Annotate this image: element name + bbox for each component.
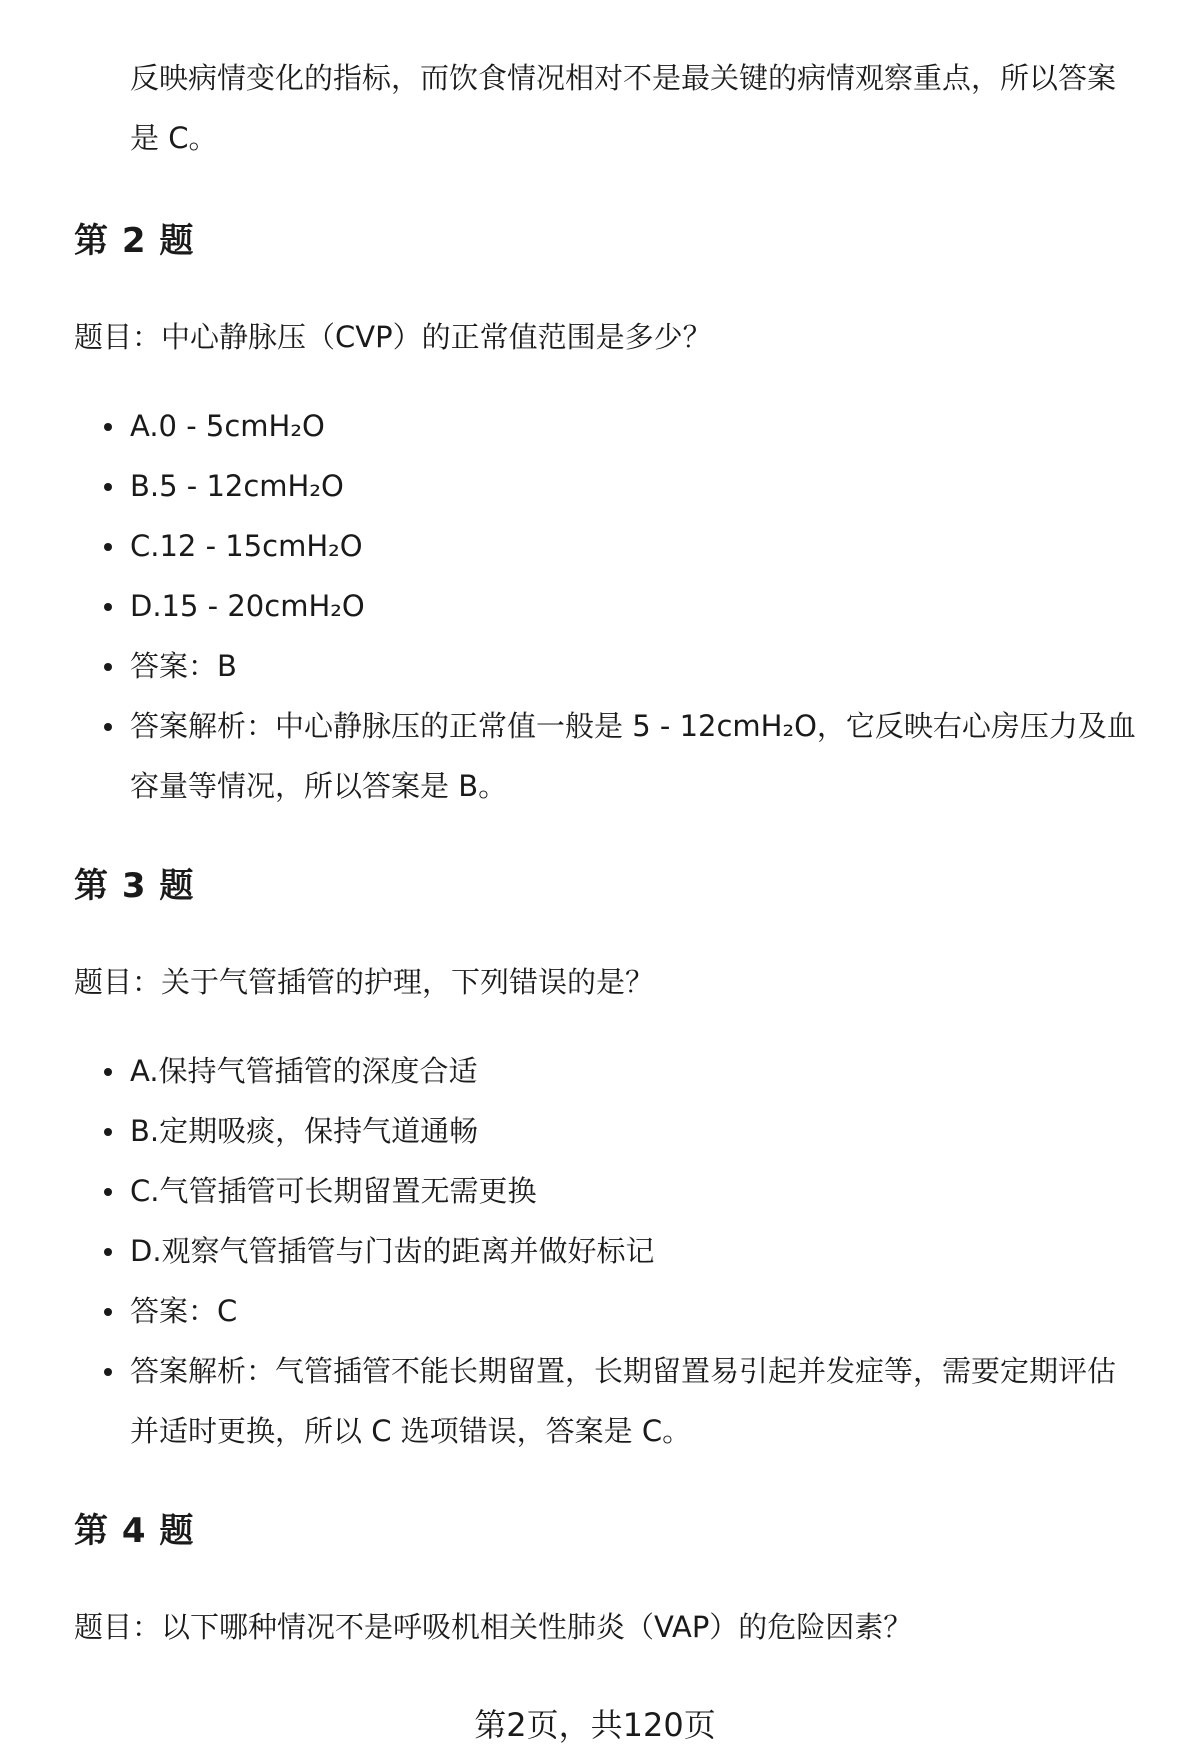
list-item	[74, 456, 1174, 516]
continuation-line-2: 是 C。	[130, 121, 218, 155]
question-3-heading: 第 3 题	[74, 866, 195, 906]
question-4-heading: 第 4 题	[74, 1511, 195, 1551]
option-a: A.保持气管插管的深度合适	[130, 1054, 478, 1088]
question-3-options	[74, 1041, 1174, 1461]
list-item	[74, 696, 1174, 816]
bullet-icon	[104, 1308, 112, 1316]
list-item	[74, 1161, 1174, 1221]
question-4-text: 题目：以下哪种情况不是呼吸机相关性肺炎（VAP）的危险因素？	[74, 1610, 913, 1644]
bullet-icon	[104, 1188, 112, 1196]
analysis-line-2: 容量等情况，所以答案是 B。	[130, 769, 508, 803]
list-item	[74, 1221, 1174, 1281]
option-c: C.气管插管可长期留置无需更换	[130, 1174, 537, 1208]
previous-analysis-continuation	[130, 48, 1170, 168]
option-b: B.5 - 12cmH₂O	[130, 469, 344, 503]
option-a: A.0 - 5cmH₂O	[130, 409, 325, 443]
question-2-heading: 第 2 题	[74, 221, 195, 261]
option-c: C.12 - 15cmH₂O	[130, 529, 363, 563]
answer: 答案：B	[130, 649, 237, 683]
analysis-line-1: 答案解析：气管插管不能长期留置，长期留置易引起并发症等，需要定期评估	[130, 1354, 1117, 1388]
list-item	[74, 636, 1174, 696]
list-item	[74, 396, 1174, 456]
list-item	[74, 516, 1174, 576]
bullet-icon	[104, 483, 112, 491]
page-number: 第2页，共120页	[474, 1706, 716, 1744]
option-b: B.定期吸痰，保持气道通畅	[130, 1114, 479, 1148]
list-item	[74, 576, 1174, 636]
bullet-icon	[104, 1068, 112, 1076]
list-item	[74, 1101, 1174, 1161]
list-item	[74, 1341, 1174, 1461]
bullet-icon	[104, 723, 112, 731]
continuation-line-1: 反映病情变化的指标，而饮食情况相对不是最关键的病情观察重点，所以答案	[130, 61, 1117, 95]
bullet-icon	[104, 663, 112, 671]
bullet-icon	[104, 1248, 112, 1256]
analysis-line-2: 并适时更换，所以 C 选项错误，答案是 C。	[130, 1414, 692, 1448]
option-d: D.观察气管插管与门齿的距离并做好标记	[130, 1234, 655, 1268]
bullet-icon	[104, 1128, 112, 1136]
bullet-icon	[104, 423, 112, 431]
bullet-icon	[104, 543, 112, 551]
answer: 答案：C	[130, 1294, 238, 1328]
bullet-icon	[104, 1368, 112, 1376]
list-item	[74, 1281, 1174, 1341]
question-3-text: 题目：关于气管插管的护理，下列错误的是？	[74, 965, 655, 999]
analysis-line-1: 答案解析：中心静脉压的正常值一般是 5 - 12cmH₂O，它反映右心房压力及血	[130, 709, 1136, 743]
question-2-options	[74, 396, 1174, 816]
bullet-icon	[104, 603, 112, 611]
list-item	[74, 1041, 1174, 1101]
option-d: D.15 - 20cmH₂O	[130, 589, 365, 623]
question-2-text: 题目：中心静脉压（CVP）的正常值范围是多少？	[74, 320, 712, 354]
